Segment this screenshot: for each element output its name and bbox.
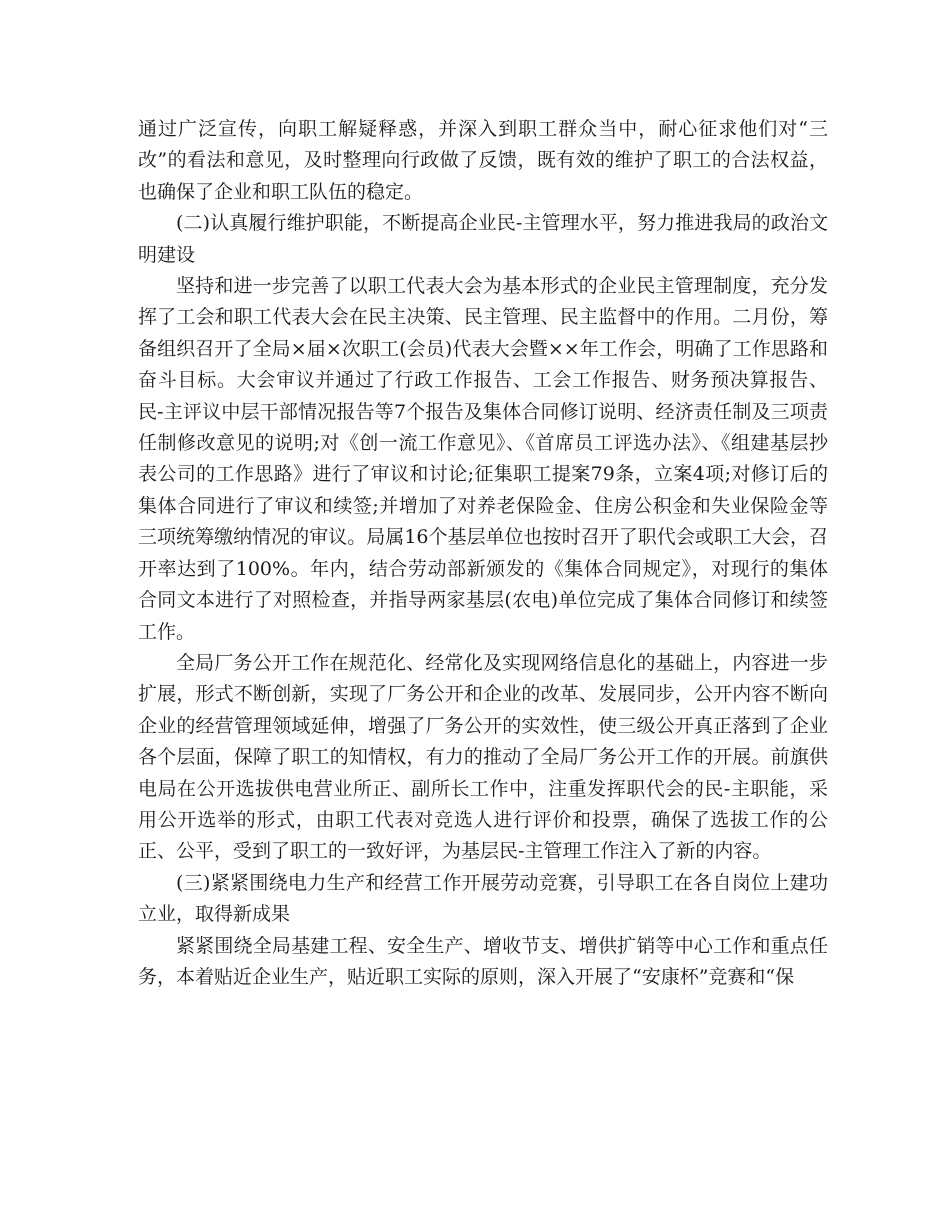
paragraph-4: 全局厂务公开工作在规范化、经常化及实现网络信息化的基础上，内容进一步扩展，形式不断创新，实现了厂务公开和企业的改革、发展同步，公开内容不断向企业的经营管理领域延伸，增强了厂务公开的实效性，使三级公开真正落到了企业各个层面，保障了职工的知情权，有力的推动了全局厂务公开工作的开展。前旗供电局在公开选拔供电营业所正、副所长工作中，注重发挥职代会的民-主职能，采用公开选举的形式，由职工代表对竞选人进行评价和投票，确保了选拔工作的公正、公平，受到了职工的一致好评，为基层民-主管理工作注入了新的内容。	[138, 651, 828, 863]
section-heading-3: (三)紧紧围绕电力生产和经营工作开展劳动竞赛，引导职工在各自岗位上建功立业，取得新成果	[138, 871, 828, 926]
paragraph-1: 通过广泛宣传，向职工解疑释惑，并深入到职工群众当中，耐心征求他们对“三改”的看法和意见，及时整理向行政做了反馈，既有效的维护了职工的合法权益，也确保了企业和职工队伍的稳定。	[138, 118, 828, 203]
section-heading-2: (二)认真履行维护职能，不断提高企业民-主管理水平，努力推进我局的政治文明建设	[138, 212, 828, 266]
document-page	[138, 114, 828, 993]
paragraph-3: 坚持和进一步完善了以职工代表大会为基本形式的企业民主管理制度，充分发挥了工会和职工代表大会在民主决策、民主管理、民主监督中的作用。二月份，筹备组织召开了全局×届×次职工(会员)代表大会暨××年工作会，明确了工作思路和奋斗目标。大会审议并通过了行政工作报告、工会工作报告、财务预决算报告、民-主评议中层干部情况报告等7个报告及集体合同修订说明、经济责任制及三项责任制修改意见的说明;对《创一流工作意见》、《首席员工评选办法》、《组建基层抄表公司的工作思路》进行了审议和讨论;征集职工提案79条，立案4项;对修订后的集体合同进行了审议和续签;并增加了对养老保险金、住房公积金和失业保险金等三项统筹缴纳情况的审议。局属16个基层单位也按时召开了职代会或职工大会，召开率达到了100%。年内，结合劳动部新颁发的《集体合同规定》，对现行的集体合同文本进行了对照检查，并指导两家基层(农电)单位完成了集体合同修订和续签工作。	[138, 275, 828, 643]
paragraph-6: 紧紧围绕全局基建工程、安全生产、增收节支、增供扩销等中心工作和重点任务，本着贴近企业生产，贴近职工实际的原则，深入开展了“安康杯”竞赛和“保	[138, 934, 828, 988]
